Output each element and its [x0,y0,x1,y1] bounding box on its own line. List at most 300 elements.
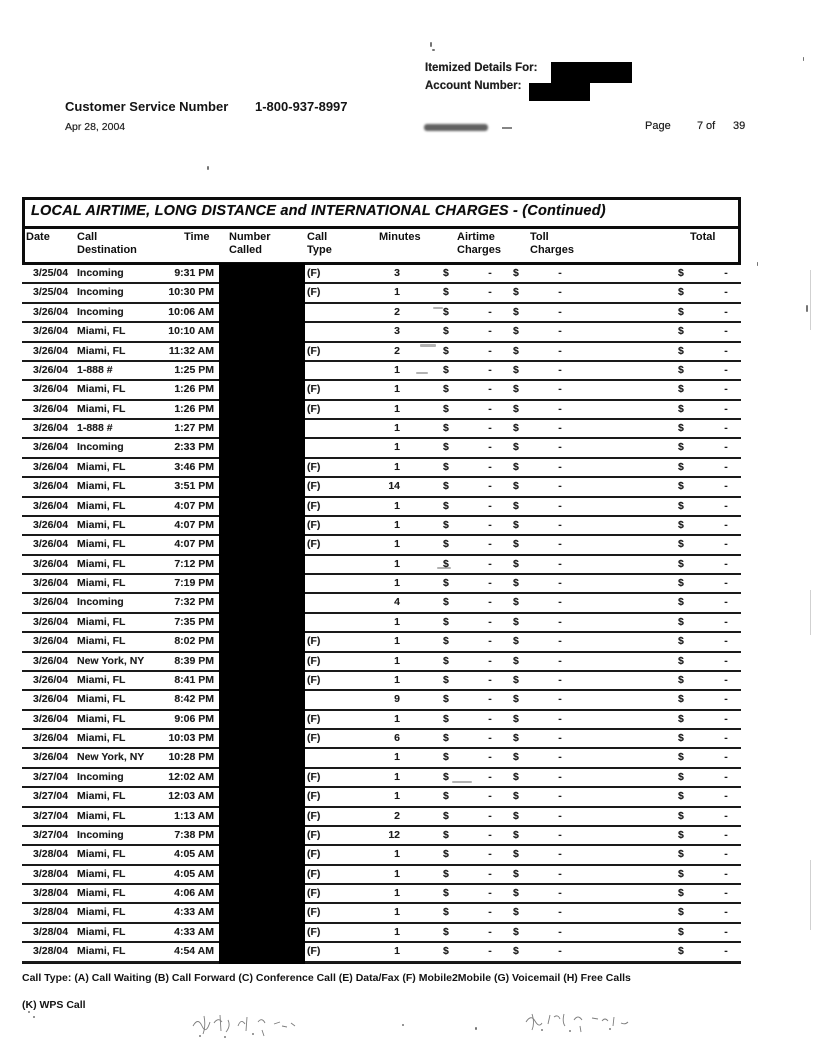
airtime-amount-cell: - [488,441,492,454]
call-row [22,517,741,536]
call-time-cell: 2:33 PM [174,441,214,454]
toll-dollar-sign: $ [513,809,519,822]
call-type-cell: (F) [307,654,321,667]
toll-dollar-sign: $ [513,422,519,434]
call-time-cell: 8:39 PM [174,654,214,667]
call-type-cell: (F) [307,286,321,299]
call-date-cell: 3/26/04 [33,344,69,357]
toll-dollar-sign: $ [513,557,519,570]
airtime-amount-cell: - [488,654,492,667]
total-amount-cell: - [724,538,728,551]
call-minutes-cell: 1 [394,945,400,958]
call-date-cell: 3/27/04 [33,770,69,783]
toll-amount-cell: - [558,712,562,725]
total-dollar-sign: $ [678,557,684,570]
call-destination-cell: Miami, FL [77,538,126,551]
airtime-amount-cell: - [488,422,492,434]
total-amount-cell: - [724,654,728,667]
airtime-dollar-sign: $ [443,518,449,531]
toll-dollar-sign: $ [513,906,519,919]
toll-dollar-sign: $ [513,887,519,899]
call-minutes-cell: 1 [394,383,400,396]
airtime-amount-cell: - [488,790,492,803]
call-date-cell: 3/25/04 [33,267,69,279]
call-row [22,304,741,323]
airtime-dollar-sign: $ [443,499,449,512]
toll-dollar-sign: $ [513,790,519,803]
call-row [22,401,741,420]
airtime-amount-cell: - [488,383,492,396]
scan-speck [430,42,432,47]
call-type-cell: (F) [307,809,321,822]
toll-amount-cell: - [558,422,562,434]
call-destination-cell: Incoming [77,286,124,299]
call-destination-cell: Incoming [77,770,124,783]
airtime-dollar-sign: $ [443,615,449,628]
call-time-cell: 4:05 AM [174,867,214,880]
call-row [22,614,741,633]
call-minutes-cell: 3 [394,267,400,279]
airtime-amount-cell: - [488,867,492,880]
call-destination-cell: Incoming [77,596,124,609]
call-date-cell: 3/26/04 [33,577,69,589]
call-destination-cell: Miami, FL [77,732,126,744]
total-amount-cell: - [724,635,728,648]
toll-amount-cell: - [558,615,562,628]
toll-dollar-sign: $ [513,751,519,764]
call-date-cell: 3/26/04 [33,518,69,531]
call-date-cell: 3/28/04 [33,925,69,938]
scan-speck [28,1011,30,1013]
airtime-dollar-sign: $ [443,906,449,919]
airtime-amount-cell: - [488,460,492,473]
call-row [22,575,741,594]
page-total: 39 [733,120,746,132]
total-dollar-sign: $ [678,809,684,822]
toll-dollar-sign: $ [513,499,519,512]
total-dollar-sign: $ [678,770,684,783]
call-minutes-cell: 1 [394,460,400,473]
total-amount-cell: - [724,480,728,493]
call-destination-cell: Miami, FL [77,344,126,357]
call-destination-cell: Miami, FL [77,887,126,899]
call-time-cell: 10:30 PM [168,286,214,299]
call-minutes-cell: 4 [394,596,400,609]
redacted-number-called-column [219,263,305,964]
call-minutes-cell: 1 [394,538,400,551]
call-date-cell: 3/26/04 [33,693,69,706]
call-date-cell: 3/26/04 [33,460,69,473]
toll-amount-cell: - [558,751,562,764]
toll-amount-cell: - [558,635,562,648]
call-row [22,691,741,710]
call-minutes-cell: 1 [394,887,400,899]
call-row [22,904,741,923]
airtime-dollar-sign: $ [443,305,449,318]
scan-smudge [416,372,428,374]
toll-dollar-sign: $ [513,693,519,706]
call-type-cell: (F) [307,906,321,919]
pencil-scribble-artifact [190,1006,305,1044]
call-minutes-cell: 1 [394,557,400,570]
call-row [22,439,741,458]
call-time-cell: 8:42 PM [174,693,214,706]
column-header-minutes: Minutes [379,231,421,243]
customer-service-number: 1-800-937-8997 [255,99,348,114]
account-number-label: Account Number: [425,80,522,92]
scan-speck [806,305,808,312]
total-amount-cell: - [724,518,728,531]
call-time-cell: 7:19 PM [174,577,214,589]
toll-dollar-sign: $ [513,577,519,589]
toll-amount-cell: - [558,925,562,938]
call-type-cell: (F) [307,712,321,725]
column-header-time: Time [184,231,210,243]
call-destination-cell: Miami, FL [77,577,126,589]
call-destination-cell: Miami, FL [77,867,126,880]
toll-dollar-sign: $ [513,732,519,744]
airtime-dollar-sign: $ [443,363,449,376]
airtime-dollar-sign: $ [443,751,449,764]
call-minutes-cell: 1 [394,286,400,299]
total-dollar-sign: $ [678,751,684,764]
total-dollar-sign: $ [678,673,684,686]
airtime-dollar-sign: $ [443,557,449,570]
total-amount-cell: - [724,887,728,899]
call-destination-cell: Miami, FL [77,325,126,338]
call-type-cell: (F) [307,480,321,493]
column-header-call-type: Call Type [307,231,332,256]
total-amount-cell: - [724,441,728,454]
call-type-cell: (F) [307,867,321,880]
total-amount-cell: - [724,460,728,473]
total-dollar-sign: $ [678,790,684,803]
toll-dollar-sign: $ [513,654,519,667]
total-dollar-sign: $ [678,538,684,551]
total-dollar-sign: $ [678,325,684,338]
toll-dollar-sign: $ [513,286,519,299]
call-date-cell: 3/27/04 [33,828,69,841]
total-dollar-sign: $ [678,441,684,454]
total-dollar-sign: $ [678,460,684,473]
call-row [22,924,741,943]
toll-dollar-sign: $ [513,945,519,958]
call-minutes-cell: 1 [394,441,400,454]
call-minutes-cell: 1 [394,635,400,648]
call-row [22,885,741,904]
call-date-cell: 3/26/04 [33,615,69,628]
airtime-amount-cell: - [488,325,492,338]
call-type-cell: (F) [307,770,321,783]
call-time-cell: 4:07 PM [174,499,214,512]
call-date-cell: 3/26/04 [33,654,69,667]
total-dollar-sign: $ [678,906,684,919]
airtime-dollar-sign: $ [443,732,449,744]
call-destination-cell: New York, NY [77,654,145,667]
call-minutes-cell: 6 [394,732,400,744]
total-amount-cell: - [724,383,728,396]
total-amount-cell: - [724,770,728,783]
total-dollar-sign: $ [678,286,684,299]
call-time-cell: 12:03 AM [168,790,214,803]
scan-speck [475,1027,477,1030]
call-row [22,459,741,478]
toll-dollar-sign: $ [513,635,519,648]
toll-amount-cell: - [558,828,562,841]
airtime-dollar-sign: $ [443,770,449,783]
call-destination-cell: Miami, FL [77,383,126,396]
call-date-cell: 3/26/04 [33,596,69,609]
toll-dollar-sign: $ [513,383,519,396]
call-type-cell: (F) [307,828,321,841]
airtime-amount-cell: - [488,557,492,570]
total-dollar-sign: $ [678,267,684,279]
toll-amount-cell: - [558,402,562,415]
toll-amount-cell: - [558,906,562,919]
call-time-cell: 1:13 AM [174,809,214,822]
title-divider-line [22,226,741,229]
call-destination-cell: Incoming [77,305,124,318]
total-amount-cell: - [724,402,728,415]
call-time-cell: 1:26 PM [174,402,214,415]
call-row [22,323,741,342]
call-time-cell: 8:41 PM [174,673,214,686]
airtime-amount-cell: - [488,267,492,279]
airtime-dollar-sign: $ [443,344,449,357]
airtime-amount-cell: - [488,363,492,376]
call-time-cell: 10:28 PM [168,751,214,764]
total-amount-cell: - [724,615,728,628]
column-header-toll-charges: Toll Charges [530,231,575,256]
airtime-dollar-sign: $ [443,828,449,841]
column-header-date: Date [26,231,50,243]
scan-edge-artifact [810,860,811,930]
call-minutes-cell: 3 [394,325,400,338]
call-type-cell: (F) [307,383,321,396]
airtime-amount-cell: - [488,751,492,764]
call-row [22,478,741,497]
call-row [22,653,741,672]
call-type-cell: (F) [307,402,321,415]
call-date-cell: 3/26/04 [33,422,69,434]
call-type-cell: (F) [307,790,321,803]
call-date-cell: 3/26/04 [33,557,69,570]
toll-dollar-sign: $ [513,848,519,861]
toll-amount-cell: - [558,770,562,783]
scan-edge-artifact [810,590,811,635]
toll-amount-cell: - [558,286,562,299]
airtime-amount-cell: - [488,635,492,648]
airtime-dollar-sign: $ [443,867,449,880]
call-minutes-cell: 1 [394,867,400,880]
total-amount-cell: - [724,286,728,299]
scan-smudge [452,781,472,783]
call-minutes-cell: 1 [394,499,400,512]
total-amount-cell: - [724,751,728,764]
airtime-amount-cell: - [488,344,492,357]
redacted-name-box [551,62,632,83]
call-minutes-cell: 1 [394,673,400,686]
total-dollar-sign: $ [678,383,684,396]
scan-smudge [420,344,436,347]
toll-dollar-sign: $ [513,712,519,725]
call-time-cell: 10:03 PM [168,732,214,744]
call-minutes-cell: 1 [394,402,400,415]
toll-dollar-sign: $ [513,344,519,357]
toll-dollar-sign: $ [513,828,519,841]
toll-dollar-sign: $ [513,867,519,880]
airtime-dollar-sign: $ [443,925,449,938]
call-row [22,265,741,284]
customer-service-label: Customer Service Number [65,99,229,114]
total-amount-cell: - [724,732,728,744]
table-body [22,265,741,964]
airtime-dollar-sign: $ [443,887,449,899]
total-amount-cell: - [724,828,728,841]
call-destination-cell: Miami, FL [77,518,126,531]
airtime-amount-cell: - [488,925,492,938]
toll-amount-cell: - [558,673,562,686]
total-dollar-sign: $ [678,828,684,841]
total-dollar-sign: $ [678,945,684,958]
total-dollar-sign: $ [678,344,684,357]
scan-speck [432,49,435,51]
call-minutes-cell: 9 [394,693,400,706]
total-dollar-sign: $ [678,732,684,744]
total-amount-cell: - [724,790,728,803]
total-amount-cell: - [724,305,728,318]
call-row [22,827,741,846]
call-minutes-cell: 1 [394,925,400,938]
call-date-cell: 3/26/04 [33,499,69,512]
call-row [22,749,741,768]
total-dollar-sign: $ [678,615,684,628]
call-type-cell: (F) [307,267,321,279]
total-amount-cell: - [724,925,728,938]
statement-date: Apr 28, 2004 [65,121,126,133]
airtime-amount-cell: - [488,732,492,744]
call-date-cell: 3/26/04 [33,538,69,551]
airtime-dollar-sign: $ [443,538,449,551]
call-date-cell: 3/26/04 [33,751,69,764]
total-dollar-sign: $ [678,305,684,318]
toll-amount-cell: - [558,693,562,706]
column-header-call-destination: Call Destination [77,231,137,256]
call-destination-cell: 1-888 # [77,363,113,376]
total-amount-cell: - [724,363,728,376]
call-destination-cell: Miami, FL [77,925,126,938]
toll-amount-cell: - [558,596,562,609]
call-row [22,362,741,381]
call-type-cell: (F) [307,518,321,531]
toll-dollar-sign: $ [513,770,519,783]
call-destination-cell: Miami, FL [77,635,126,648]
call-destination-cell: Miami, FL [77,615,126,628]
call-date-cell: 3/26/04 [33,480,69,493]
call-row [22,381,741,400]
call-time-cell: 1:27 PM [174,422,214,434]
airtime-dollar-sign: $ [443,673,449,686]
call-row [22,556,741,575]
airtime-amount-cell: - [488,499,492,512]
total-dollar-sign: $ [678,422,684,434]
toll-amount-cell: - [558,480,562,493]
airtime-amount-cell: - [488,518,492,531]
toll-amount-cell: - [558,654,562,667]
airtime-amount-cell: - [488,305,492,318]
airtime-dollar-sign: $ [443,945,449,958]
call-time-cell: 11:32 AM [168,344,214,357]
toll-dollar-sign: $ [513,615,519,628]
airtime-amount-cell: - [488,577,492,589]
call-time-cell: 4:33 AM [174,925,214,938]
call-type-cell: (F) [307,673,321,686]
scan-speck [33,1016,35,1018]
call-minutes-cell: 1 [394,363,400,376]
total-dollar-sign: $ [678,654,684,667]
total-amount-cell: - [724,422,728,434]
airtime-amount-cell: - [488,945,492,958]
toll-amount-cell: - [558,383,562,396]
call-time-cell: 7:12 PM [174,557,214,570]
call-destination-cell: Miami, FL [77,402,126,415]
airtime-amount-cell: - [488,673,492,686]
airtime-dollar-sign: $ [443,596,449,609]
airtime-dollar-sign: $ [443,635,449,648]
call-date-cell: 3/26/04 [33,635,69,648]
call-minutes-cell: 1 [394,751,400,764]
airtime-amount-cell: - [488,693,492,706]
call-type-cell: (F) [307,848,321,861]
airtime-amount-cell: - [488,906,492,919]
call-date-cell: 3/26/04 [33,732,69,744]
column-header-total: Total [690,231,716,243]
airtime-dollar-sign: $ [443,712,449,725]
call-type-cell: (F) [307,925,321,938]
call-destination-cell: 1-888 # [77,422,113,434]
toll-amount-cell: - [558,887,562,899]
call-row [22,730,741,749]
call-minutes-cell: 1 [394,422,400,434]
call-time-cell: 4:33 AM [174,906,214,919]
airtime-dollar-sign: $ [443,693,449,706]
toll-dollar-sign: $ [513,480,519,493]
call-time-cell: 3:51 PM [174,480,214,493]
call-row [22,420,741,439]
call-time-cell: 3:46 PM [174,460,214,473]
total-dollar-sign: $ [678,712,684,725]
airtime-dollar-sign: $ [443,422,449,434]
total-dollar-sign: $ [678,693,684,706]
total-dollar-sign: $ [678,867,684,880]
toll-amount-cell: - [558,557,562,570]
total-dollar-sign: $ [678,363,684,376]
call-time-cell: 7:32 PM [174,596,214,609]
airtime-amount-cell: - [488,286,492,299]
airtime-dollar-sign: $ [443,286,449,299]
call-type-cell: (F) [307,344,321,357]
call-date-cell: 3/28/04 [33,906,69,919]
toll-amount-cell: - [558,441,562,454]
total-amount-cell: - [724,867,728,880]
call-minutes-cell: 1 [394,790,400,803]
call-time-cell: 4:07 PM [174,518,214,531]
call-type-cell: (F) [307,635,321,648]
call-destination-cell: Miami, FL [77,480,126,493]
total-dollar-sign: $ [678,596,684,609]
toll-amount-cell: - [558,867,562,880]
column-header-number-called: Number Called [229,231,271,256]
